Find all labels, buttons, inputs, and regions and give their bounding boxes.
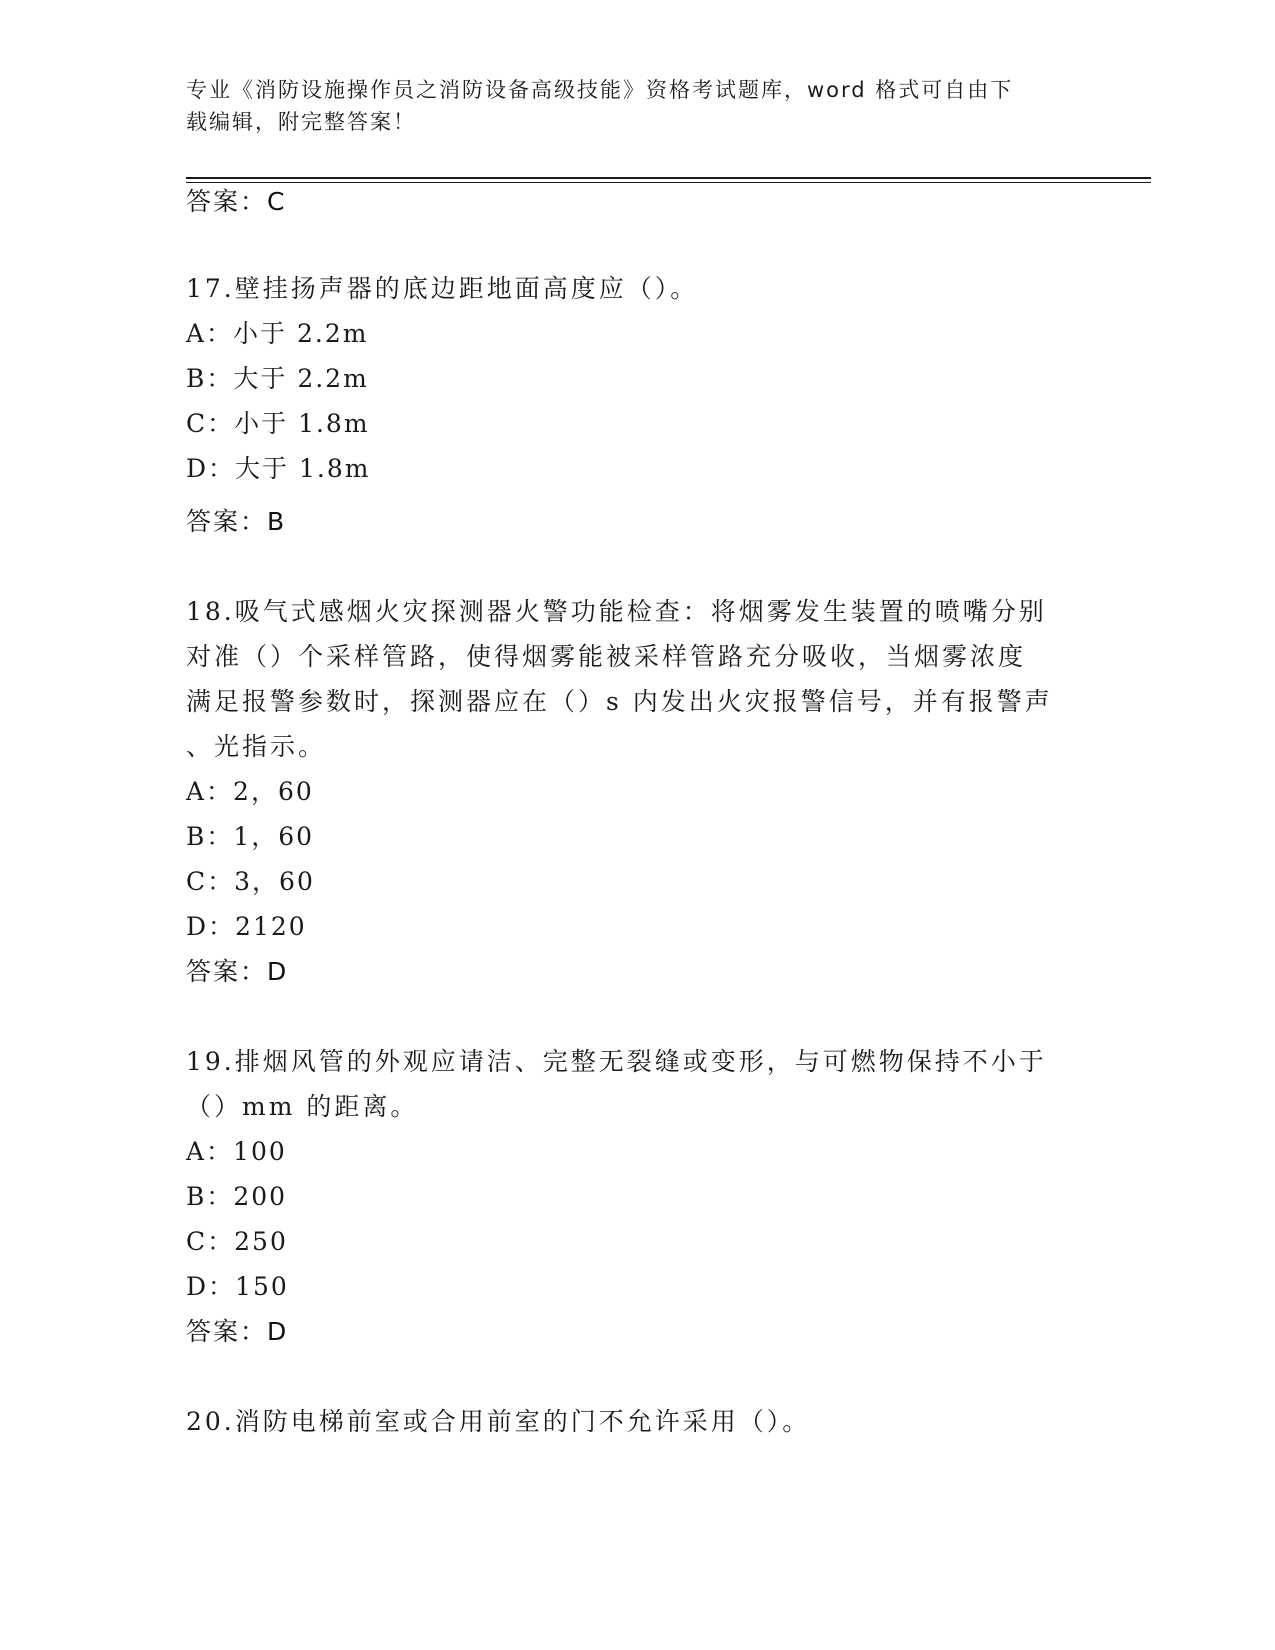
question-20-text: 20.消防电梯前室或合用前室的门不允许采用（）。	[186, 1407, 811, 1436]
document-header	[186, 74, 1066, 138]
question-17-option-c: C：小于 1.8m	[186, 409, 370, 438]
question-19-option-b: B：200	[186, 1182, 288, 1211]
question-18	[186, 589, 1086, 949]
header-line-1: 专业《消防设施操作员之消防设备高级技能》资格考试题库，word 格式可自由下	[186, 78, 1014, 102]
question-18-text-line-1: 18.吸气式感烟火灾探测器火警功能检查：将烟雾发生装置的喷嘴分别	[186, 597, 1047, 626]
question-17-option-b: B：大于 2.2m	[186, 364, 369, 393]
question-18-option-b: B：1，60	[186, 822, 315, 851]
question-19	[186, 1039, 1086, 1309]
header-divider-thin	[186, 182, 1151, 183]
question-17-text: 17.壁挂扬声器的底边距地面高度应（）。	[186, 274, 699, 303]
question-18-option-d: D：2120	[186, 912, 307, 941]
question-17-option-a: A：小于 2.2m	[186, 319, 369, 348]
question-19-text-line-1: 19.排烟风管的外观应请洁、完整无裂缝或变形，与可燃物保持不小于	[186, 1047, 1047, 1076]
question-19-option-d: D：150	[186, 1272, 289, 1301]
header-line-2: 载编辑，附完整答案！	[186, 110, 416, 134]
question-20	[186, 1399, 1086, 1444]
question-18-option-c: C：3，60	[186, 867, 315, 896]
question-19-text-line-2: （）mm 的距离。	[186, 1092, 419, 1121]
question-17	[186, 266, 1086, 491]
header-divider	[186, 177, 1151, 179]
answer-18: 答案：D	[186, 957, 289, 986]
question-19-option-c: C：250	[186, 1227, 288, 1256]
question-18-text-line-3: 满足报警参数时，探测器应在（）s 内发出火灾报警信号，并有报警声	[186, 687, 1053, 716]
question-17-option-d: D：大于 1.8m	[186, 454, 371, 483]
answer-16: 答案：C	[186, 187, 287, 216]
question-18-text-line-4: 、光指示。	[186, 732, 327, 761]
answer-19: 答案：D	[186, 1317, 289, 1346]
question-18-text-line-2: 对准（）个采样管路，使得烟雾能被采样管路充分吸收，当烟雾浓度	[186, 642, 1027, 671]
question-19-option-a: A：100	[186, 1137, 287, 1166]
question-18-option-a: A：2，60	[186, 777, 314, 806]
answer-17: 答案：B	[186, 507, 287, 536]
